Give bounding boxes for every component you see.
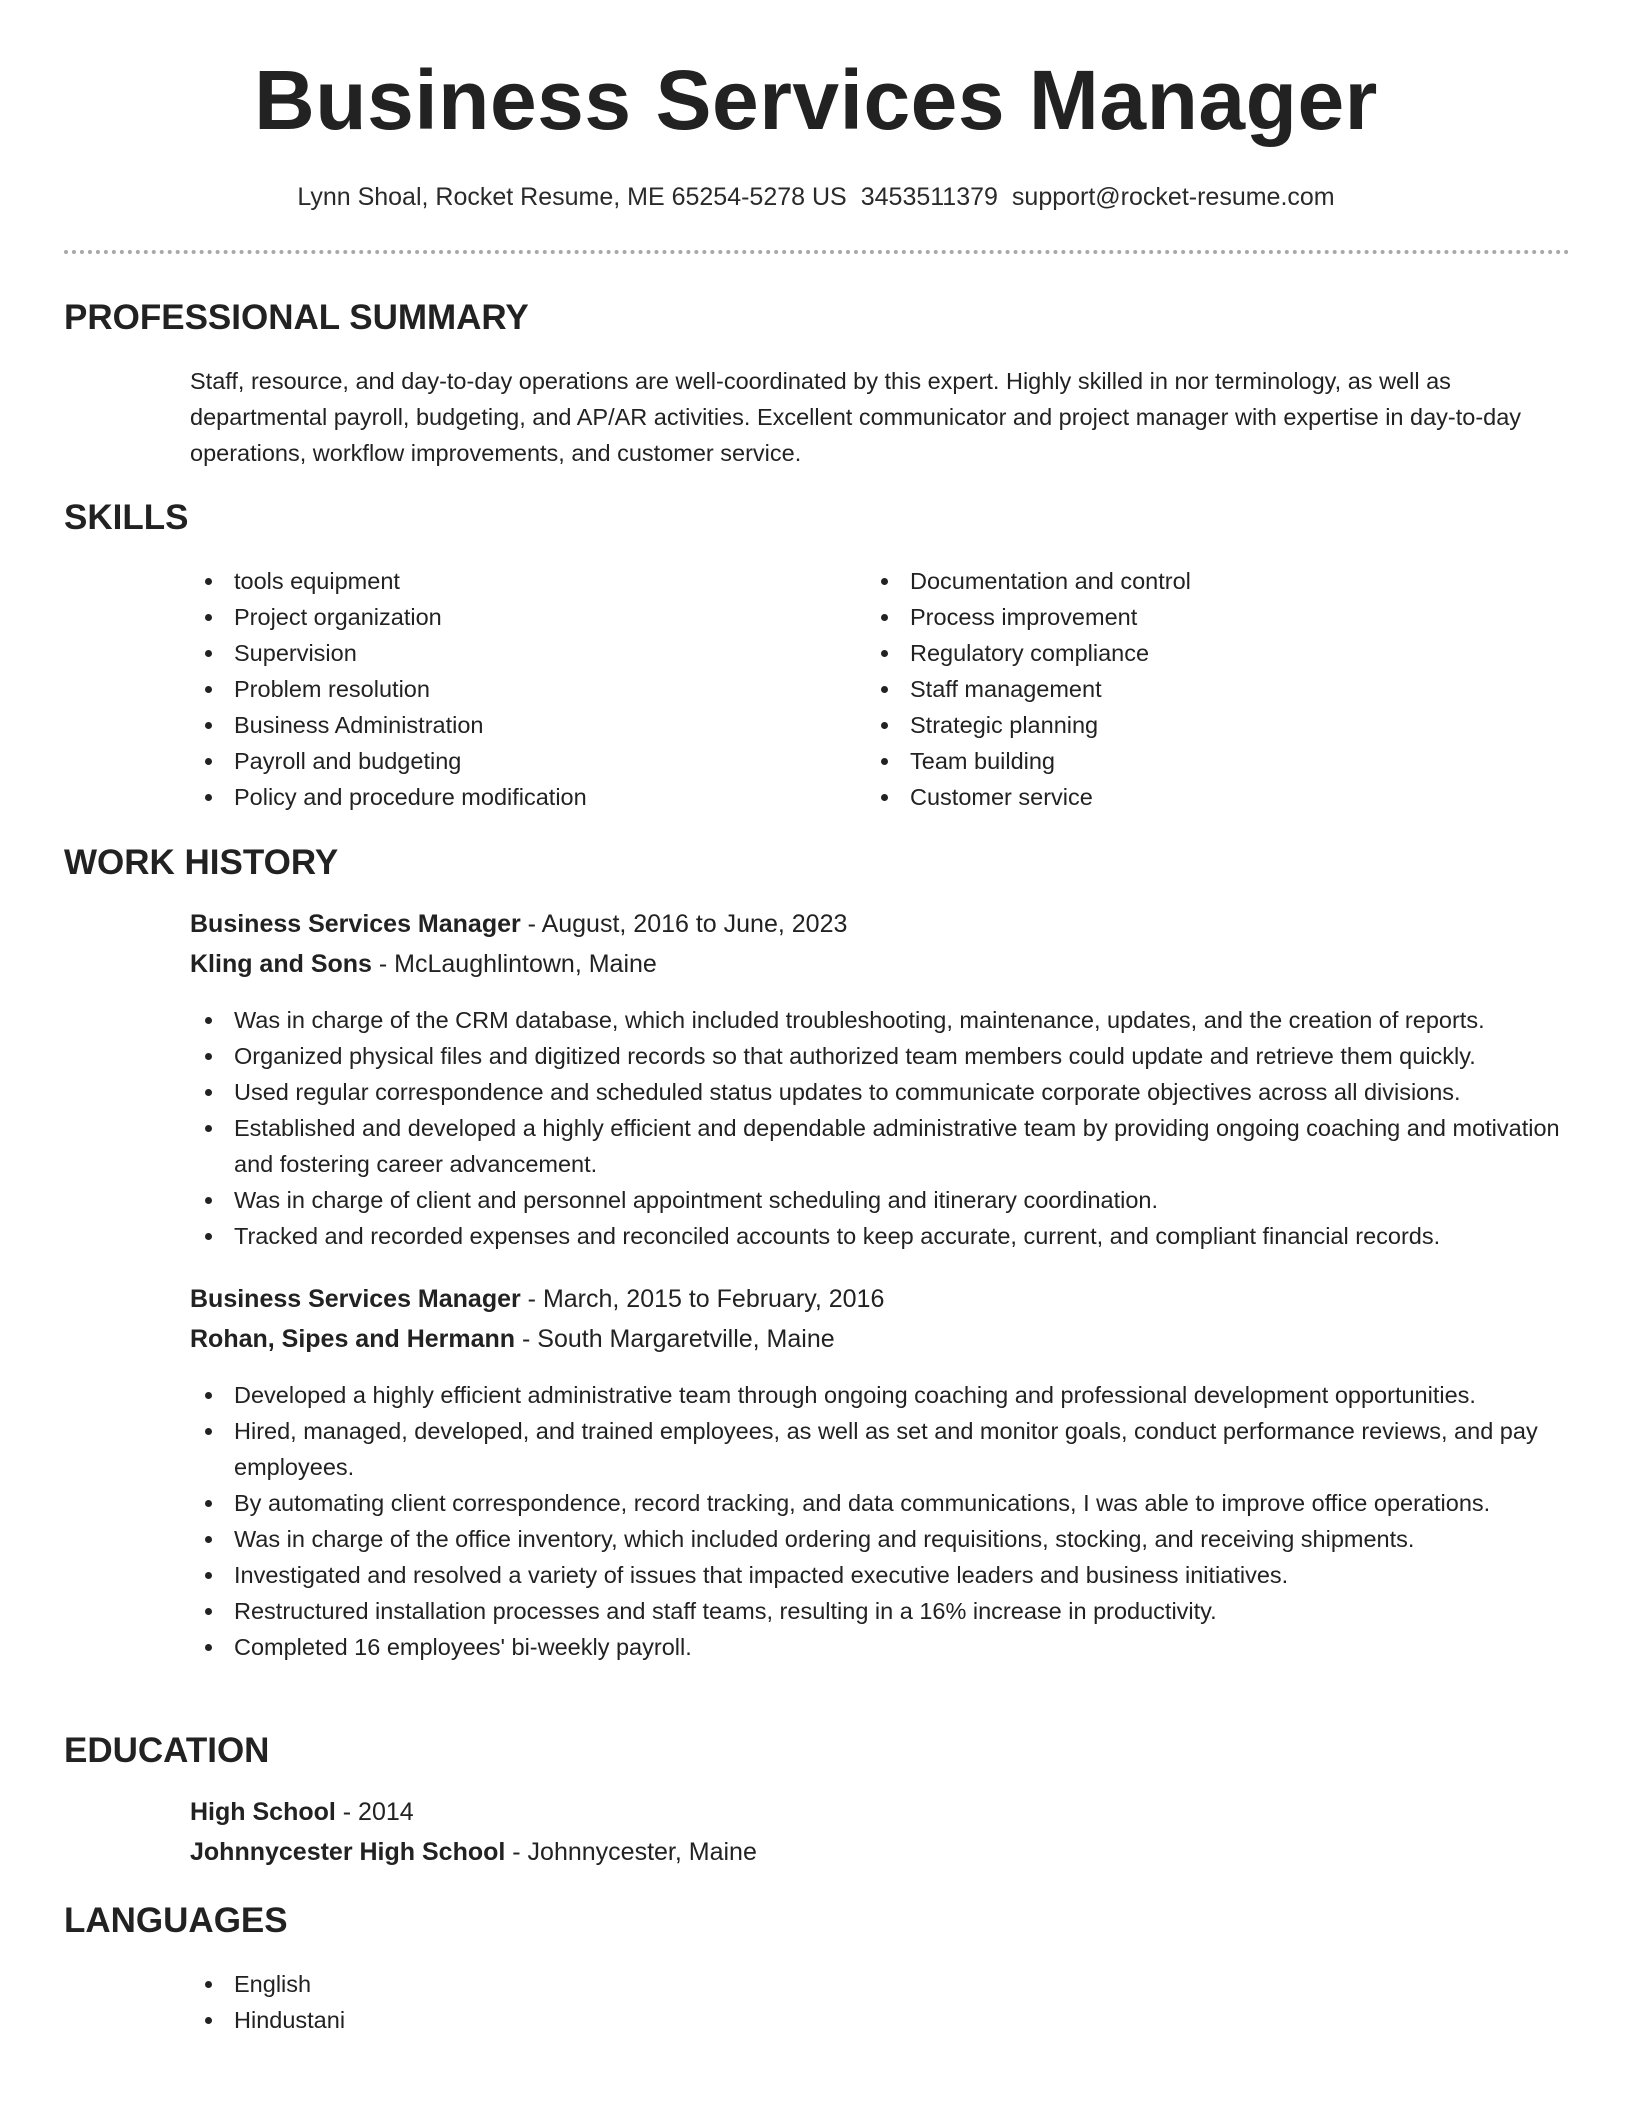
list-item: Was in charge of the office inventory, which included ordering and requisitions, stocking, and receiving shipments. [190,1521,1590,1557]
list-item: Supervision [190,635,790,671]
summary-text: Staff, resource, and day-to-day operations are well-coordinated by this expert. Highly skilled in nor terminology, as well as departmental payroll, budgeting, and AP/AR activities. Excellent communicator and project manager with expertise in day-to-day operations, workflow improvements, and customer service. [190,368,1522,466]
list-item: Process improvement [866,599,1466,635]
education-location: - Johnnycester, Maine [505,1838,757,1866]
contact-email: support@rocket-resume.com [1011,183,1335,211]
list-item: Investigated and resolved a variety of issues that impacted executive leaders and business initiatives. [190,1557,1590,1593]
job-bullets [190,1377,1590,1665]
list-item: Completed 16 employees' bi-weekly payroll. [190,1629,1590,1665]
job-dates: - March, 2015 to February, 2016 [520,1285,885,1313]
job-bullets [190,1002,1590,1254]
list-item: Staff management [866,671,1466,707]
list-item: Project organization [190,599,790,635]
education-year: - 2014 [335,1798,414,1826]
section-heading-work-history: WORK HISTORY [64,843,339,882]
list-item: Was in charge of client and personnel appointment scheduling and itinerary coordination. [190,1182,1590,1218]
list-item: Regulatory compliance [866,635,1466,671]
list-item: Established and developed a highly efficient and dependable administrative team by providing ongoing coaching and motivation and fostering career advancement. [190,1110,1590,1182]
job-title-line [190,1285,884,1314]
resume-title: Business Services Manager [254,53,1378,147]
contact-address: Lynn Shoal, Rocket Resume, ME 65254-5278 US [297,183,847,211]
list-item: Customer service [866,779,1466,815]
education-degree: High School [190,1798,336,1826]
section-heading-summary: PROFESSIONAL SUMMARY [64,298,529,337]
list-item: Was in charge of the CRM database, which included troubleshooting, maintenance, updates, and the creation of reports. [190,1002,1590,1038]
job-company: Kling and Sons [190,950,372,978]
skills-list-left [190,563,790,815]
skills-list-right [866,563,1466,815]
list-item: English [190,1966,790,2002]
list-item: Developed a highly efficient administrative team through ongoing coaching and professional development opportunities. [190,1377,1590,1413]
contact-phone: 3453511379 [860,183,998,211]
list-item: Restructured installation processes and staff teams, resulting in a 16% increase in productivity. [190,1593,1590,1629]
list-item: By automating client correspondence, record tracking, and data communications, I was able to improve office operations. [190,1485,1590,1521]
job-title: Business Services Manager [190,1285,521,1313]
job-location: - McLaughlintown, Maine [371,950,657,978]
education-school: Johnnycester High School [190,1838,506,1866]
header-divider [64,250,1570,254]
list-item: Payroll and budgeting [190,743,790,779]
education-degree-line [190,1798,414,1827]
job-location: - South Margaretville, Maine [515,1325,835,1353]
list-item: Hired, managed, developed, and trained employees, as well as set and monitor goals, conduct performance reviews, and pay employees. [190,1413,1590,1485]
education-school-line [190,1838,757,1867]
list-item: Hindustani [190,2002,790,2038]
list-item: Problem resolution [190,671,790,707]
job-title: Business Services Manager [190,910,521,938]
job-company: Rohan, Sipes and Hermann [190,1325,516,1353]
list-item: Used regular correspondence and scheduled status updates to communicate corporate objectives across all divisions. [190,1074,1590,1110]
job-company-line [190,1325,835,1354]
section-heading-education: EDUCATION [64,1731,270,1770]
list-item: Documentation and control [866,563,1466,599]
section-heading-languages: LANGUAGES [64,1901,288,1940]
list-item: Policy and procedure modification [190,779,790,815]
list-item: Business Administration [190,707,790,743]
languages-list [190,1966,790,2038]
job-dates: - August, 2016 to June, 2023 [520,910,848,938]
job-company-line [190,950,657,979]
list-item: tools equipment [190,563,790,599]
job-title-line [190,910,847,939]
list-item: Team building [866,743,1466,779]
list-item: Tracked and recorded expenses and reconciled accounts to keep accurate, current, and compliant financial records. [190,1218,1590,1254]
list-item: Organized physical files and digitized records so that authorized team members could update and retrieve them quickly. [190,1038,1590,1074]
list-item: Strategic planning [866,707,1466,743]
contact-line [0,183,1632,212]
section-heading-skills: SKILLS [64,498,189,537]
